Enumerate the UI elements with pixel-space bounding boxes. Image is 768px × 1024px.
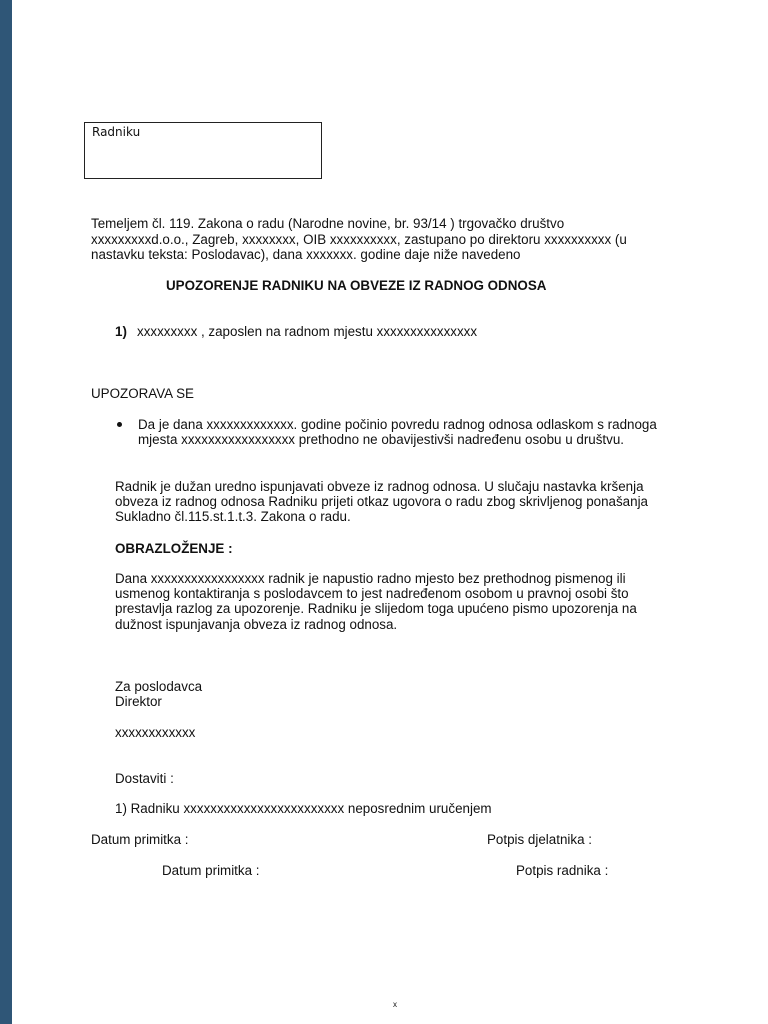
- receipt-date-label-1: Datum primitka :: [91, 832, 189, 847]
- reasoning-line-1: Dana xxxxxxxxxxxxxxxxx radnik je napustio radno mjesto bez prethodnog pismenog ili: [115, 571, 626, 586]
- bullet-line-1: Da je dana xxxxxxxxxxxxx. godine počinio povredu radnog odnosa odlaskom s radnoga: [138, 417, 657, 432]
- duty-line-3: Sukladno čl.115.st.1.t.3. Zakona o radu.: [115, 509, 351, 524]
- deliver-item: 1) Radniku xxxxxxxxxxxxxxxxxxxxxxxx neposrednim uručenjem: [115, 801, 492, 816]
- footer-mark: x: [393, 1000, 397, 1009]
- intro-line-1: Temeljem čl. 119. Zakona o radu (Narodne novine, br. 93/14 ) trgovačko društvo: [91, 216, 565, 231]
- deliver-label: Dostaviti :: [115, 771, 174, 786]
- signature-role: Direktor: [115, 694, 162, 709]
- item-1-number: 1): [115, 324, 127, 339]
- reasoning-line-3: prestavlja razlog za upozorenje. Radniku je slijedom toga upućeno pismo upozorenja na: [115, 601, 637, 616]
- signature-for-employer: Za poslodavca: [115, 679, 203, 694]
- employee-signature-label: Potpis djelatnika :: [487, 832, 592, 847]
- bullet-line-2: mjesta xxxxxxxxxxxxxxxxx prethodno ne obavijestivši nadređenu osobu u društvu.: [138, 432, 625, 447]
- reasoning-line-4: dužnost ispunjavanja obveza iz radnog odnosa.: [115, 617, 398, 632]
- duty-line-1: Radnik je dužan uredno ispunjavati obveze iz radnog odnosa. U slučaju nastavka kršenja: [115, 479, 644, 494]
- reasoning-heading: OBRAZLOŽENJE :: [115, 541, 233, 556]
- bullet-icon: [117, 422, 122, 427]
- intro-line-2: xxxxxxxxxd.o.o., Zagreb, xxxxxxxx, OIB xxxxxxxxxx, zastupano po direktoru xxxxxxxxxx (u: [91, 232, 627, 247]
- worker-signature-label: Potpis radnika :: [516, 863, 609, 878]
- item-1-text: xxxxxxxxx , zaposlen na radnom mjestu xxxxxxxxxxxxxxx: [137, 324, 478, 339]
- duty-line-2: obveza iz radnog odnosa Radniku prijeti otkaz ugovora o radu zbog skrivljenog ponašanja: [115, 494, 648, 509]
- reasoning-line-2: usmenog kontaktiranja s poslodavcem to jest nadređenom osobom u pravnoj osobi što: [115, 586, 629, 601]
- recipient-label: Radniku: [92, 125, 141, 139]
- receipt-date-label-2: Datum primitka :: [162, 863, 260, 878]
- warning-heading: UPOZORAVA SE: [91, 386, 194, 401]
- signature-name: xxxxxxxxxxxx: [115, 725, 196, 740]
- side-bar: [0, 0, 12, 1024]
- document-title: UPOZORENJE RADNIKU NA OBVEZE IZ RADNOG ODNOSA: [166, 278, 547, 293]
- intro-line-3: nastavku teksta: Poslodavac), dana xxxxxxx. godine daje niže navedeno: [91, 247, 521, 262]
- recipient-box: [84, 122, 322, 179]
